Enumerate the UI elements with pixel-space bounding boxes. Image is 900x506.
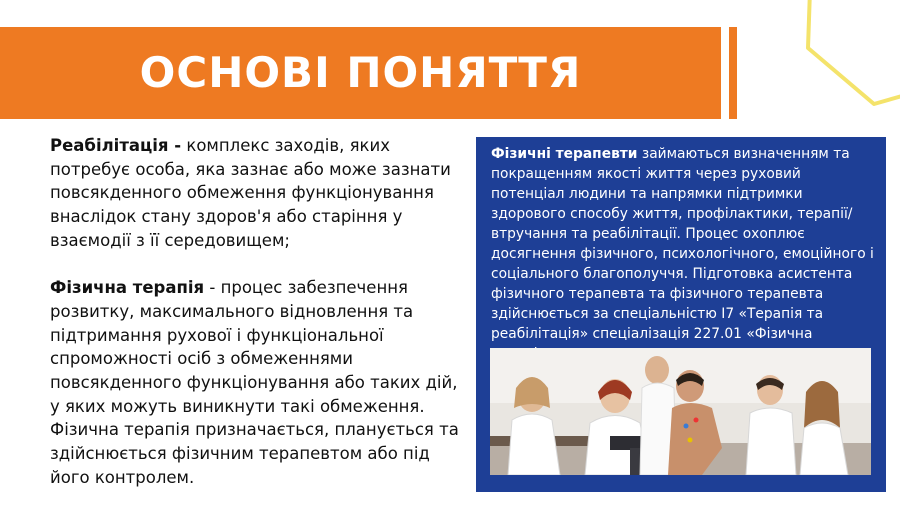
- definitions-text: [50, 134, 462, 490]
- physical-therapists-term: Фізичні терапевти: [491, 146, 638, 162]
- physical-therapy-definition: [50, 276, 462, 489]
- physical-therapy-term: Фізична терапія: [50, 278, 205, 298]
- physical-therapy-text: - процес забезпечення розвитку, максимального відновлення та підтримання рухової і функціональної спроможності осіб з обмеженнями повсякденного функціонування або таких дій, у яких можуть виникнути такі обмеження. Фізична терапія призначається, планується та здійснюється фізичним терапевтом або під його контролем.: [50, 278, 459, 487]
- rehabilitation-definition: [50, 134, 462, 253]
- physical-therapists-text: займаються визначенням та покращенням якості життя через руховий потенціал людини та напрямки підтримки здорового способу життя, профілактики, терапії/втручання та реабілітації. Процес охоплює досягнення фізичного, психологічного, емоційного і соціального благополуччя. Підготовка асистента фізичного терапевта та фізичного терапевта здійснюється за спеціальністю І7 «Терапія та реабілітація» спеціалізація 227.01 «Фізична: [491, 146, 874, 342]
- rehabilitation-term: Реабілітація -: [50, 136, 182, 155]
- therapy-session-photo: [490, 348, 871, 475]
- decorative-hexagon-outline: [790, 0, 900, 110]
- rehabilitation-text: комплекс заходів, яких потребує особа, яка зазнає або може зазнати повсякденного обмеження функціонування внаслідок стану здоров'я або старіння у взаємодії з її середовищем;: [50, 136, 451, 250]
- page-title: ОСНОВІ ПОНЯТТЯ: [139, 48, 582, 97]
- title-accent-stripe: [729, 27, 737, 119]
- info-panel-text: [491, 144, 876, 364]
